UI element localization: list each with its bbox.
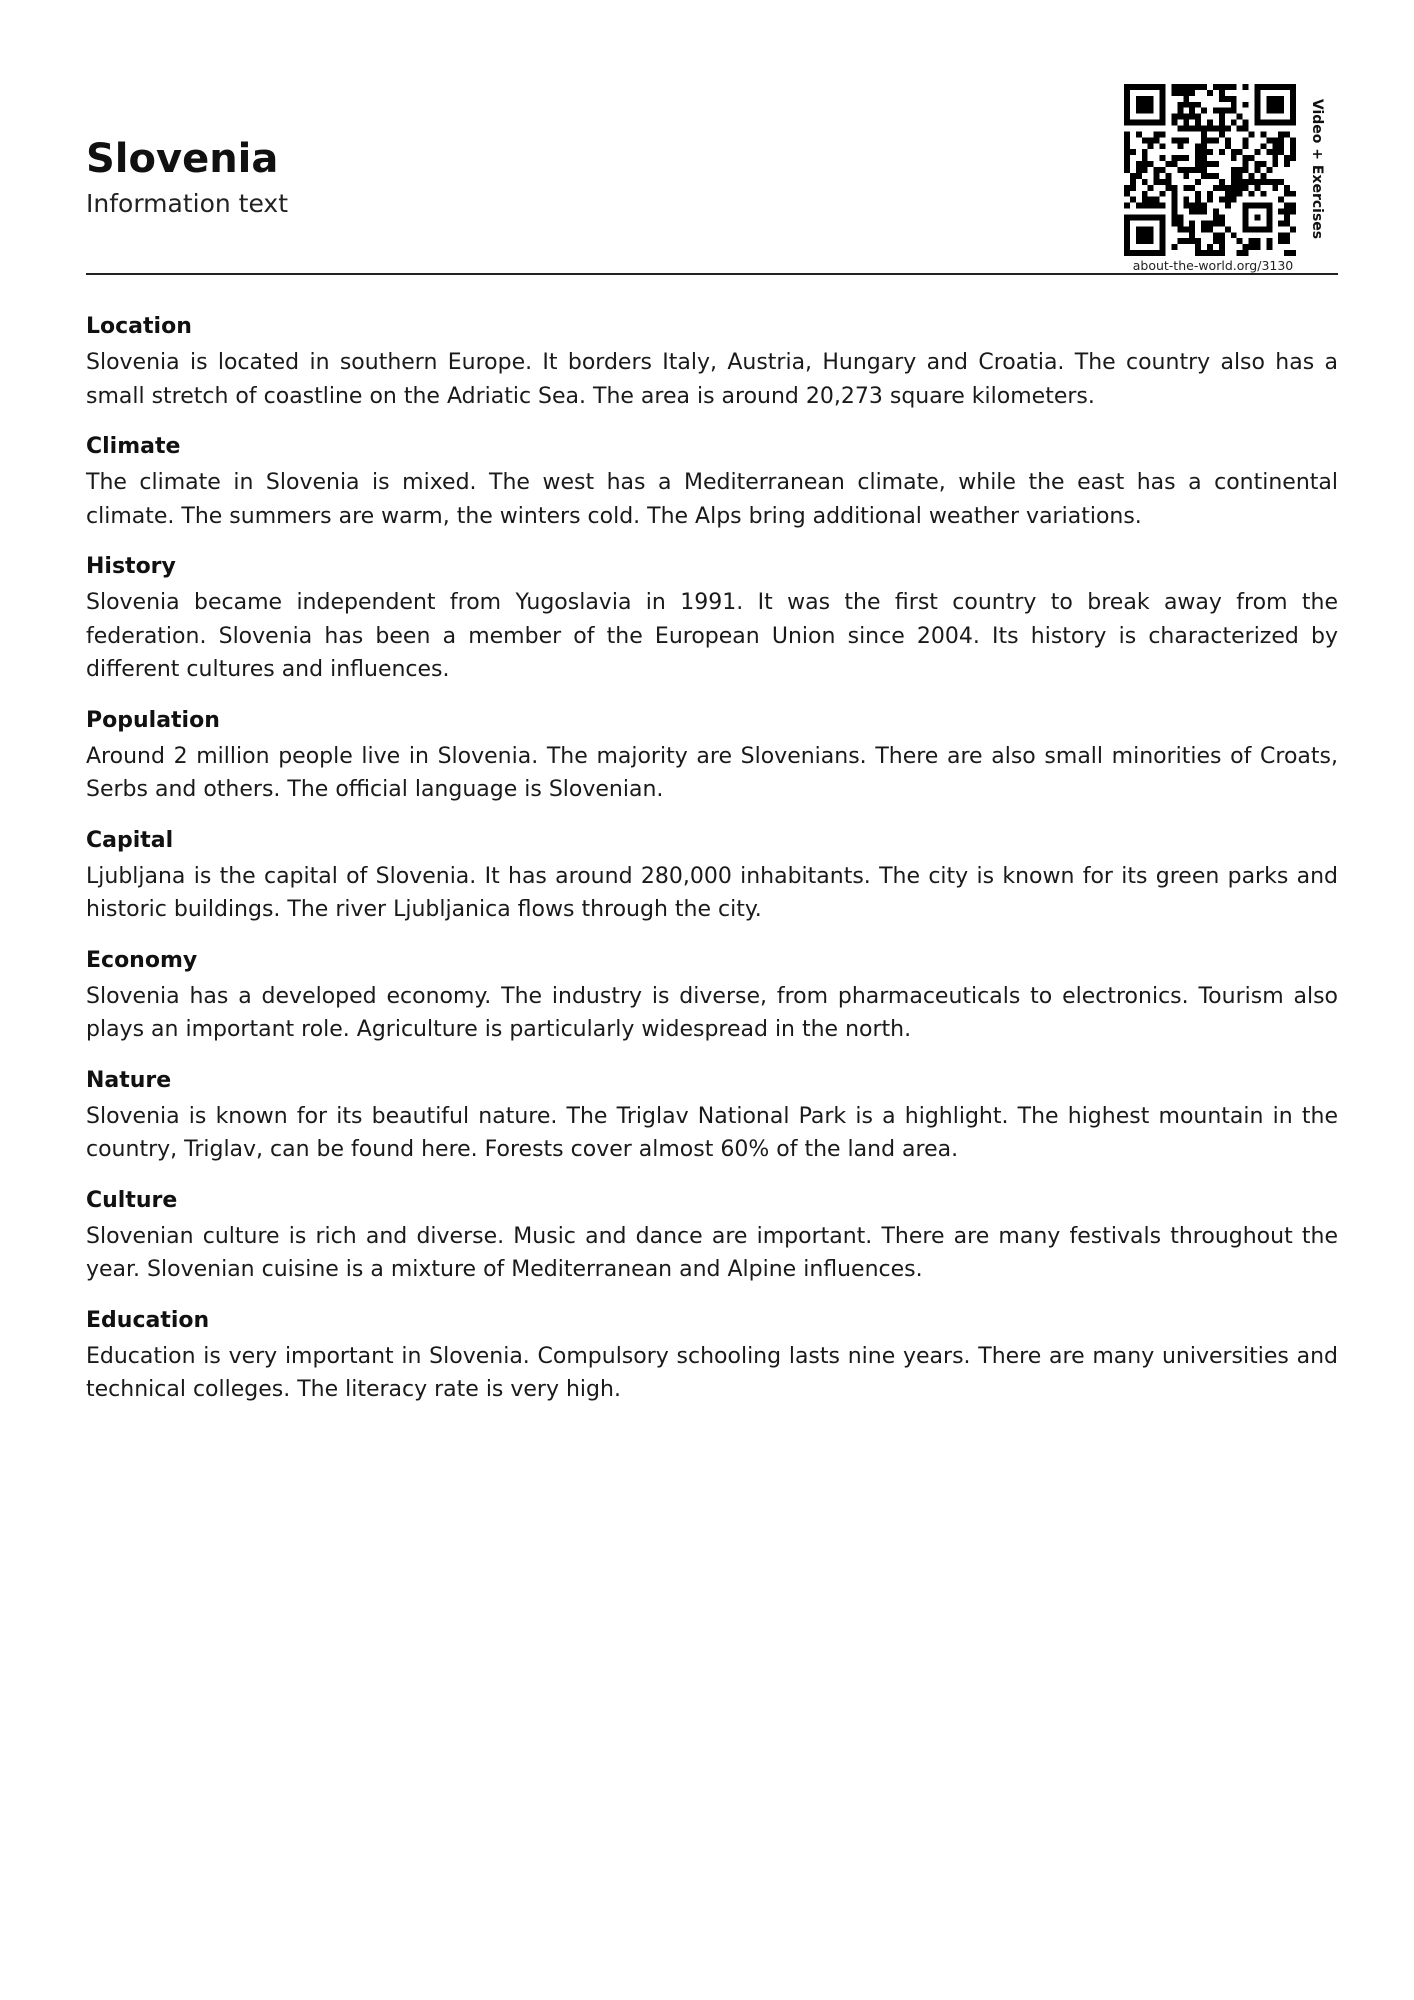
section-heading: Population xyxy=(86,707,220,733)
section-capital xyxy=(86,826,1338,927)
section-heading: History xyxy=(86,554,176,579)
section-text: Slovenia is known for its beautiful nature. The Triglav National Park is a highlight. The highest mountain in the country, Triglav, can be found here. Forests cover almost 60% of the land area. xyxy=(86,1103,1338,1162)
section-text: Slovenia is located in southern Europe. It borders Italy, Austria, Hungary and Croatia. The country also has a small stretch of coastline on the Adriatic Sea. The area is around 20,273 square kilometers. xyxy=(86,350,1338,409)
section-history xyxy=(86,552,1338,687)
section-heading: Location xyxy=(86,314,192,339)
section-text: Slovenia became independent from Yugoslavia in 1991. It was the first country to break away from the federation. Slovenia has been a member of the European Union since 2004. Its history is characterized by different cultures and influences. xyxy=(86,590,1338,682)
section-education xyxy=(86,1306,1338,1407)
video-exercises-text: Video + Exercises xyxy=(1309,98,1325,240)
section-heading: Climate xyxy=(86,434,181,459)
section-nature xyxy=(86,1066,1338,1167)
header-divider xyxy=(86,273,1338,275)
section-heading: Capital xyxy=(86,827,174,853)
section-economy xyxy=(86,946,1338,1047)
section-culture xyxy=(86,1186,1338,1287)
video-exercises-label xyxy=(1302,84,1332,254)
section-heading: Economy xyxy=(86,947,198,973)
qr-url-caption[interactable]: about-the-world.org/3130 xyxy=(1132,258,1294,273)
qr-code-block[interactable] xyxy=(1124,84,1302,273)
section-heading: Education xyxy=(86,1307,210,1333)
section-population xyxy=(86,706,1338,807)
section-text: Education is very important in Slovenia. Compulsory schooling lasts nine years. There are many universities and technical colleges. The literacy rate is very high. xyxy=(86,1343,1338,1402)
section-text: Around 2 million people live in Slovenia. The majority are Slovenians. There are also small minorities of Croats, Serbs and others. The official language is Slovenian. xyxy=(86,743,1338,802)
section-text: Slovenian culture is rich and diverse. Music and dance are important. There are many festivals throughout the year. Slovenian cuisine is a mixture of Mediterranean and Alpine influences. xyxy=(86,1223,1338,1282)
section-heading: Culture xyxy=(86,1187,178,1213)
page-subtitle: Information text xyxy=(86,189,289,218)
section-location xyxy=(86,312,1338,413)
section-climate xyxy=(86,432,1338,533)
section-text: The climate in Slovenia is mixed. The west has a Mediterranean climate, while the east has a continental climate. The summers are warm, the winters cold. The Alps bring additional weather variations. xyxy=(86,470,1338,529)
content-body xyxy=(86,312,1338,1426)
qr-code-icon[interactable] xyxy=(1124,84,1296,256)
section-text: Ljubljana is the capital of Slovenia. It has around 280,000 inhabitants. The city is known for its green parks and historic buildings. The river Ljubljanica flows through the city. xyxy=(86,863,1338,922)
section-text: Slovenia has a developed economy. The industry is diverse, from pharmaceuticals to electronics. Tourism also plays an important role. Agriculture is particularly widespread in the north. xyxy=(86,983,1338,1042)
page-title: Slovenia xyxy=(86,136,279,182)
section-heading: Nature xyxy=(86,1067,172,1093)
